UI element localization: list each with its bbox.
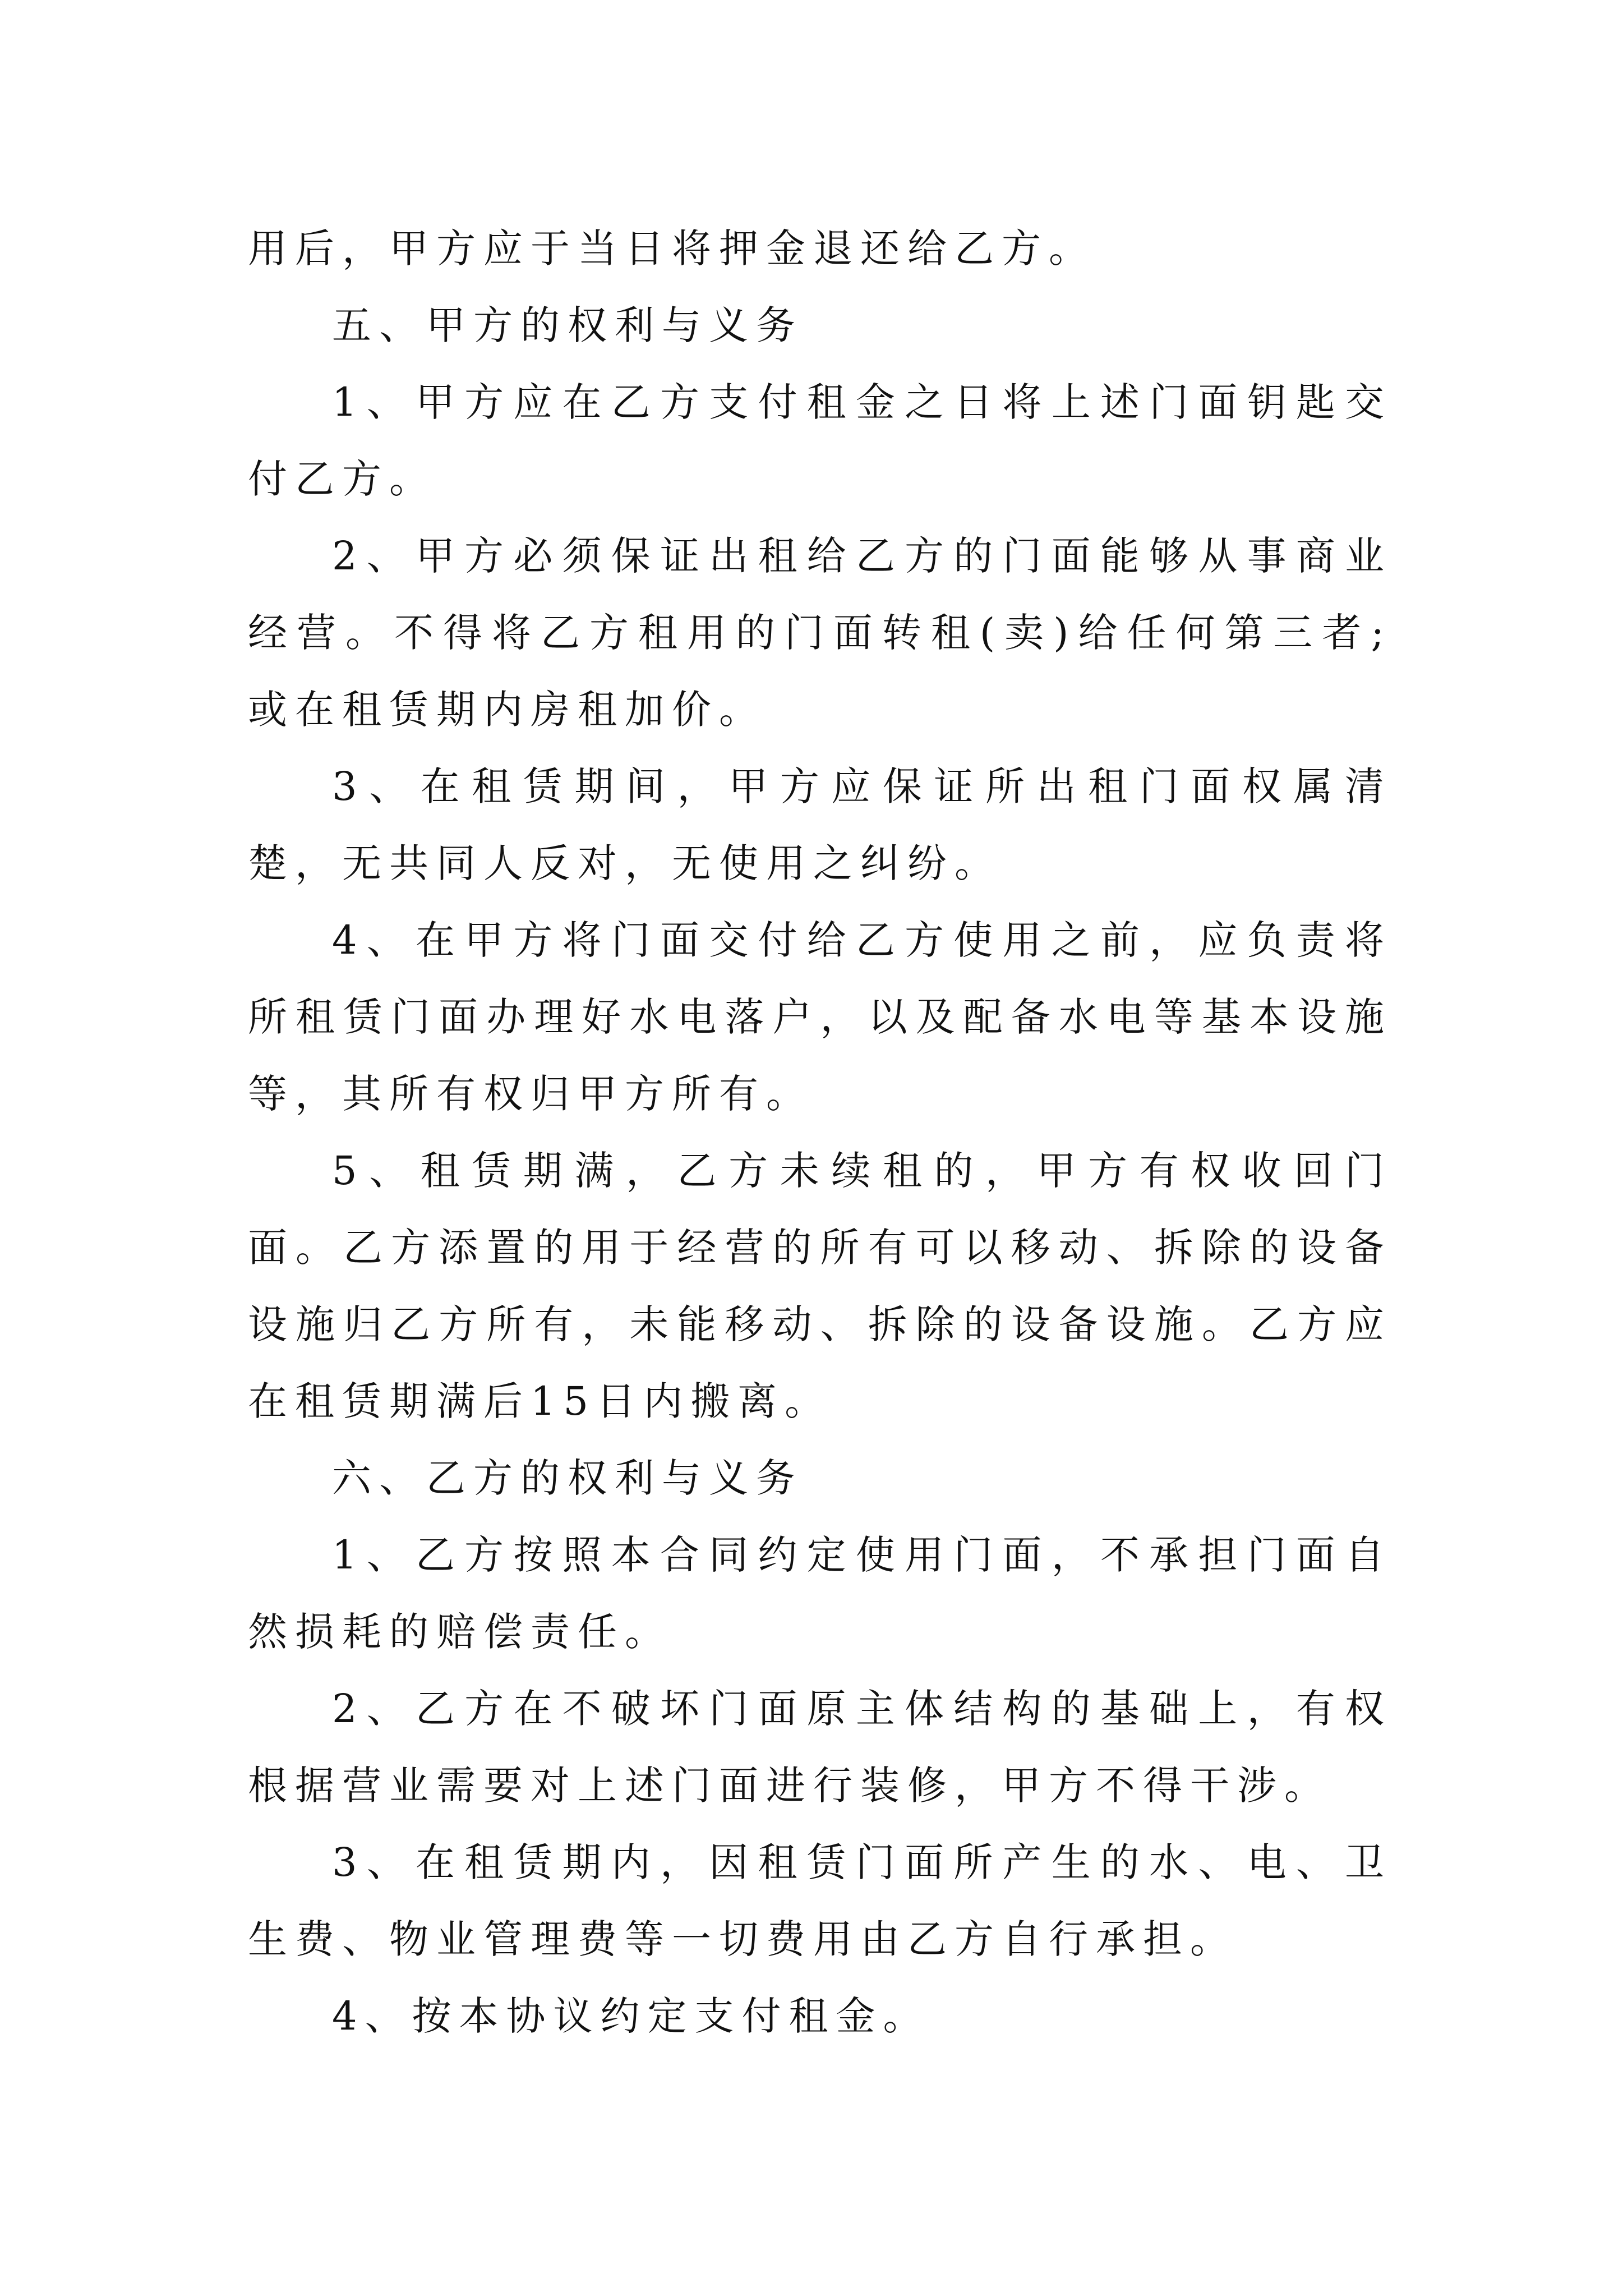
paragraph: 用后，甲方应于当日将押金退还给乙方。 — [248, 226, 1096, 272]
paragraph: 2、甲方必须保证出租给乙方的门面能够从事商业经营。不得将乙方租用的门面转租(卖)给任何第三者;或在租赁期内房租加价。 — [248, 533, 1392, 733]
section-heading: 六、乙方的权利与义务 — [332, 1455, 803, 1501]
paragraph: 4、按本协议约定支付租金。 — [332, 1993, 930, 2039]
section-heading: 五、甲方的权利与义务 — [332, 302, 803, 348]
paragraph: 1、乙方按照本合同约定使用门面，不承担门面自然损耗的赔偿责任。 — [248, 1532, 1392, 1655]
paragraph: 3、在租赁期内，因租赁门面所产生的水、电、卫生费、物业管理费等一切费用由乙方自行承担。 — [248, 1839, 1392, 1962]
document-body — [248, 210, 1392, 2055]
paragraph: 3、在租赁期间，甲方应保证所出租门面权属清楚，无共同人反对，无使用之纠纷。 — [248, 763, 1392, 886]
paragraph: 5、租赁期满，乙方未续租的，甲方有权收回门面。乙方添置的用于经营的所有可以移动、拆除的设备设施归乙方所有，未能移动、拆除的设备设施。乙方应在租赁期满后15日内搬离。 — [248, 1148, 1392, 1424]
paragraph: 4、在甲方将门面交付给乙方使用之前，应负责将所租赁门面办理好水电落户，以及配备水电等基本设施等，其所有权归甲方所有。 — [248, 917, 1392, 1117]
paragraph: 1、甲方应在乙方支付租金之日将上述门面钥匙交付乙方。 — [248, 379, 1392, 502]
paragraph: 2、乙方在不破坏门面原主体结构的基础上，有权根据营业需要对上述门面进行装修，甲方不得干涉。 — [248, 1686, 1392, 1809]
